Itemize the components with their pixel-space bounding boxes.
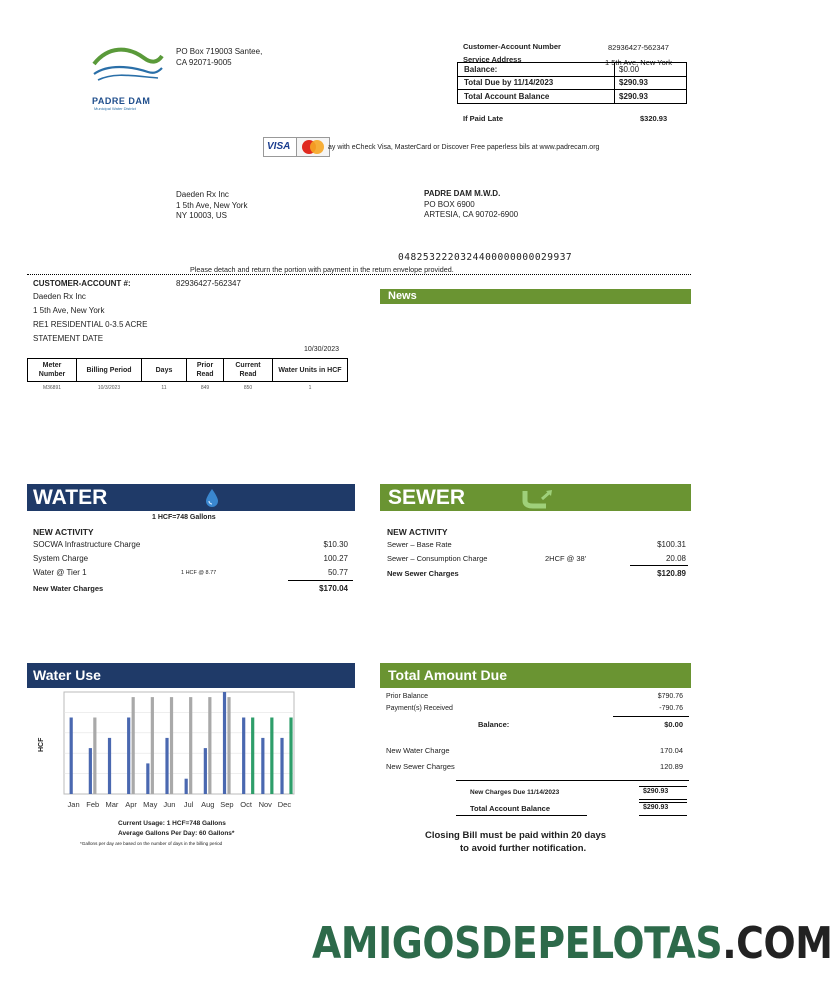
- meter-header: Meter Number: [28, 359, 77, 382]
- sewer-line-label: Sewer – Base Rate: [387, 540, 452, 549]
- chart-bar: [189, 697, 192, 794]
- account-balance-label: Total Account Balance: [470, 804, 551, 813]
- charge-row-label: New Water Charge: [386, 746, 450, 755]
- sewer-line-amount: 20.08: [665, 554, 686, 563]
- due-label: New Charges Due 11/14/2023: [470, 789, 560, 796]
- meter-value: 850: [243, 385, 253, 391]
- service-address-value: 1 5th Ave, New York: [605, 58, 672, 67]
- water-line-amount: $10.30: [323, 540, 348, 549]
- water-use-note-1: Current Usage: 1 HCF=748 Gallons: [118, 820, 226, 827]
- due-value-box: [639, 786, 687, 800]
- account-label: CUSTOMER-ACCOUNT #:: [33, 279, 131, 288]
- remit-address-line-1: PO Box 719003 Santee,: [176, 47, 263, 56]
- sewer-total-rule: [630, 565, 688, 566]
- charge-row-label: New Sewer Charges: [386, 762, 455, 771]
- water-title: WATER: [33, 486, 108, 509]
- payee-address-line: PADRE DAM M.W.D.: [424, 189, 501, 198]
- chart-bar: [251, 718, 254, 795]
- total-row-label: Payment(s) Received: [386, 705, 453, 712]
- wave-logo-icon: [88, 44, 168, 88]
- total-row-value: -790.76: [659, 705, 683, 712]
- sewer-line-amount: $100.31: [657, 540, 686, 549]
- chart-bar: [146, 763, 149, 794]
- water-line-label: SOCWA Infrastructure Charge: [33, 540, 141, 549]
- chart-bar: [165, 738, 168, 794]
- meter-header-row: [28, 359, 348, 382]
- due-value: $290.93: [643, 788, 669, 795]
- sewer-line-note: 2HCF @ 38': [545, 554, 587, 563]
- total-row-value: $790.76: [657, 693, 683, 700]
- chart-bar: [208, 697, 211, 794]
- summary-label: Total Due by 11/14/2023: [458, 77, 615, 90]
- chart-bar: [270, 718, 273, 795]
- service-address-label: Service Address: [463, 55, 522, 64]
- late-value: $320.93: [640, 114, 668, 123]
- sewer-title: SEWER: [388, 486, 466, 509]
- customer-account-value: 82936427-562347: [608, 43, 669, 52]
- pay-options-text[interactable]: ay with eCheck Visa, MasterCard or Discover Free paperless bils at www.padrecam.org: [328, 144, 600, 151]
- total-row-label: Prior Balance: [386, 693, 429, 700]
- chart-tick-label: Jun: [163, 800, 176, 809]
- ocr-scanline: 0482532220324400000000029937: [398, 252, 573, 263]
- watermark-part-1: AMIGOSDEPELOTAS: [312, 918, 723, 969]
- chart-tick-label: Jan: [67, 800, 80, 809]
- chart-tick-label: Jul: [183, 800, 194, 809]
- payee-address-line: ARTESIA, CA 90702-6900: [424, 210, 519, 219]
- chart-tick-label: Mar: [105, 800, 119, 809]
- meter-header: Prior Read: [187, 359, 224, 382]
- chart-bar: [261, 738, 264, 794]
- meter-header: Current Read: [224, 359, 273, 382]
- summary-row: [458, 77, 686, 91]
- charge-row-value: 120.89: [660, 762, 683, 771]
- chart-tick-label: Sep: [220, 800, 234, 809]
- water-use-note-2: Average Gallons Per Day: 60 Gallons*: [118, 830, 235, 837]
- closing-line-2: to avoid further notification.: [460, 843, 587, 854]
- water-total-value: $170.04: [319, 584, 348, 593]
- meter-header: Days: [142, 359, 187, 382]
- chart-bar: [227, 697, 230, 794]
- water-line-amount: 100.27: [323, 554, 348, 563]
- sewer-total-label: New Sewer Charges: [387, 569, 459, 578]
- chart-bar: [70, 718, 73, 795]
- closing-line-1: Closing Bill must be paid within 20 days: [425, 830, 607, 841]
- charge-row-value: 170.04: [660, 746, 683, 755]
- water-line-label: System Charge: [33, 554, 89, 563]
- chart-tick-label: May: [143, 800, 158, 809]
- chart-ylabel: HCF: [38, 737, 45, 752]
- late-label: If Paid Late: [463, 114, 504, 123]
- chart-tick-label: Oct: [240, 800, 252, 809]
- summary-label: Total Account Balance: [458, 90, 615, 103]
- watermark-part-2: .COM: [722, 918, 833, 969]
- visa-card-icon: [263, 137, 297, 157]
- news-title: News: [388, 290, 417, 302]
- sewer-line-label: Sewer – Consumption Charge: [387, 554, 488, 563]
- remit-address-line-2: CA 92071-9005: [176, 58, 232, 67]
- padre-dam-logo: [88, 44, 168, 112]
- customer-address-line: 1 5th Ave, New York: [176, 201, 248, 210]
- balance-summary-box: [457, 62, 687, 104]
- water-activity-label: NEW ACTIVITY: [33, 527, 94, 537]
- logo-subtext: Municipal Water District: [94, 106, 136, 111]
- account-line: 1 5th Ave, New York: [33, 306, 105, 315]
- chart-bar: [93, 718, 96, 795]
- payee-address-line: PO BOX 6900: [424, 200, 475, 209]
- summary-value: $290.93: [619, 91, 648, 101]
- statement-date: 10/30/2023: [304, 346, 340, 353]
- visa-text: VISA: [267, 141, 291, 152]
- water-line-note: 1 HCF @ 8.77: [181, 570, 217, 576]
- chart-bar: [151, 697, 154, 794]
- chart-plot-area: [64, 692, 294, 794]
- chart-bar: [185, 779, 188, 794]
- chart-bar: [127, 718, 130, 795]
- news-band: [380, 289, 691, 304]
- water-line-amount: 50.77: [327, 568, 348, 577]
- account-balance-value: $290.93: [643, 804, 669, 811]
- sewer-total-value: $120.89: [657, 569, 686, 578]
- watermark: [312, 918, 832, 969]
- account-line: STATEMENT DATE: [33, 334, 104, 343]
- meter-value: 11: [161, 385, 167, 391]
- water-subtitle: 1 HCF=748 Gallons: [152, 514, 216, 521]
- chart-bar: [204, 748, 207, 794]
- chart-tick-label: Nov: [258, 800, 272, 809]
- meter-header: Water Units in HCF: [273, 359, 348, 382]
- chart-tick-label: Aug: [201, 800, 215, 809]
- charges-rule: [456, 780, 689, 781]
- water-band: [27, 484, 355, 511]
- balance-label: Balance:: [478, 720, 510, 729]
- sewer-pipe-icon: [522, 487, 556, 509]
- mastercard-icon: [296, 137, 330, 157]
- total-due-title: Total Amount Due: [388, 667, 507, 683]
- water-line-label: Water @ Tier 1: [33, 568, 87, 577]
- account-number: 82936427-562347: [176, 279, 241, 288]
- chart-bar: [289, 718, 292, 795]
- balance-underline: [456, 815, 587, 816]
- meter-value: 10/3/2023: [97, 385, 121, 391]
- water-total-label: New Water Charges: [33, 584, 104, 593]
- customer-address-line: Daeden Rx Inc: [176, 190, 229, 199]
- customer-address-line: NY 10003, US: [176, 211, 227, 220]
- water-drop-icon: [204, 488, 220, 508]
- detach-line: [27, 274, 691, 275]
- chart-bar: [242, 718, 245, 795]
- meter-value-row: [28, 382, 348, 393]
- summary-row: [458, 90, 686, 103]
- water-total-rule: [288, 580, 353, 581]
- meter-table: [27, 358, 348, 392]
- account-balance-box: [639, 802, 687, 816]
- water-use-band: [27, 663, 355, 688]
- chart-bar: [170, 697, 173, 794]
- sewer-band: [380, 484, 691, 511]
- water-use-note-3: *Gallons per day are based on the number of days in the billing period: [80, 841, 223, 846]
- summary-label: Balance:: [458, 63, 615, 76]
- summary-value: $290.93: [619, 78, 648, 88]
- water-use-title: Water Use: [33, 667, 101, 683]
- chart-bar: [89, 748, 92, 794]
- meter-value: M36891: [42, 385, 62, 391]
- logo-text: PADRE DAM: [92, 96, 151, 106]
- chart-tick-label: Apr: [125, 800, 137, 809]
- meter-value: 849: [200, 385, 210, 391]
- chart-tick-label: Feb: [86, 800, 100, 809]
- summary-row: [458, 63, 686, 77]
- chart-bar: [223, 692, 226, 794]
- chart-bar: [132, 697, 135, 794]
- balance-value: $0.00: [664, 720, 683, 729]
- summary-value: $0.00: [619, 64, 640, 74]
- meter-value: 1: [308, 385, 312, 391]
- chart-bar: [280, 738, 283, 794]
- chart-bar: [108, 738, 111, 794]
- customer-account-label: Customer-Account Number: [463, 42, 561, 51]
- balance-rule: [613, 716, 689, 717]
- account-line: RE1 RESIDENTIAL 0-3.5 ACRE: [33, 320, 148, 329]
- detach-instructions: Please detach and return the portion with payment in the return envelope provided.: [190, 265, 454, 274]
- chart-tick-label: Dec: [277, 800, 292, 809]
- sewer-activity-label: NEW ACTIVITY: [387, 527, 448, 537]
- total-due-band: [380, 663, 691, 688]
- meter-header: Billing Period: [77, 359, 142, 382]
- water-use-chart: [64, 692, 296, 812]
- account-line: Daeden Rx Inc: [33, 292, 86, 301]
